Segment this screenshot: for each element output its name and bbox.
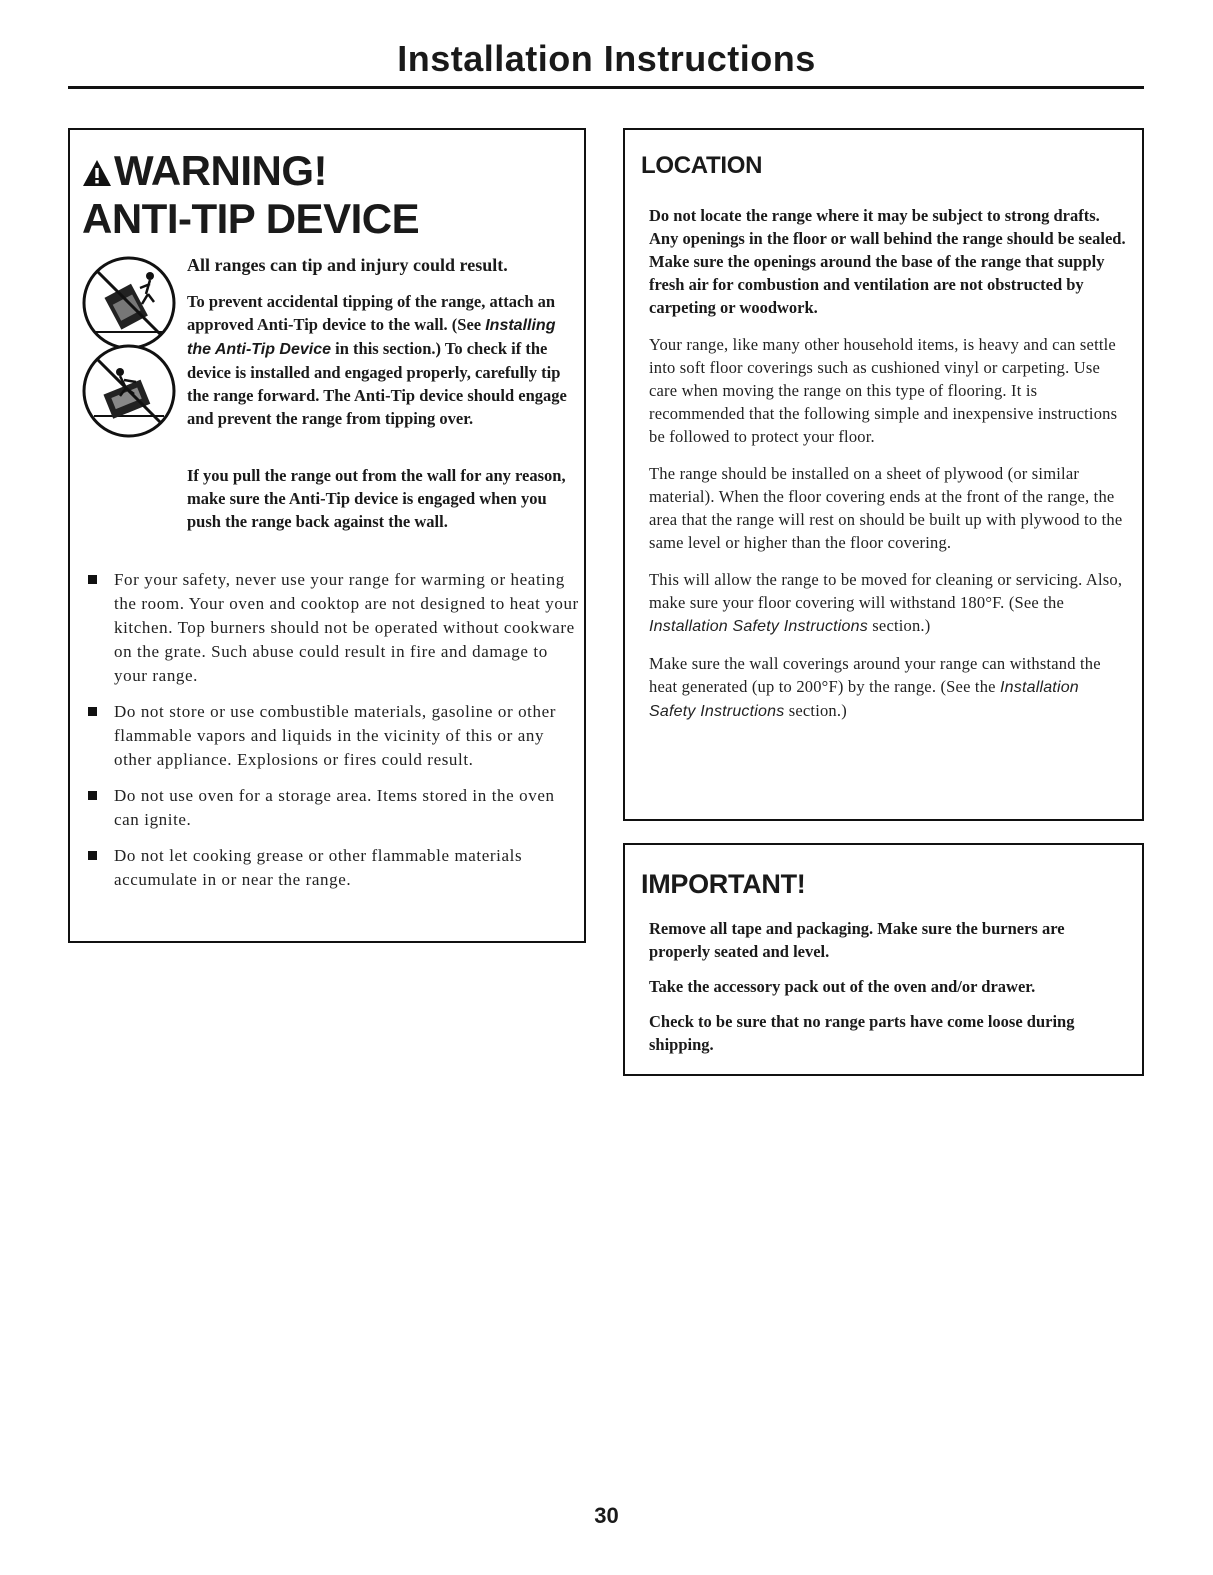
safety-bullet-list	[84, 568, 579, 904]
important-paragraph-1: Remove all tape and packaging. Make sure the burners are properly seated and level.	[649, 919, 1065, 961]
location-box	[623, 128, 1144, 821]
page-title: Installation Instructions	[397, 38, 816, 79]
bullet-square-icon	[88, 707, 97, 716]
safety-section-reference: Installation Safety Instructions	[649, 679, 1079, 720]
important-box	[623, 843, 1144, 1076]
warning-pull-out-note: If you pull the range out from the wall for any reason, make sure the Anti-Tip device is engaged when you push the range back against the wall.	[187, 466, 566, 531]
page-number: 30	[594, 1503, 619, 1528]
location-title: LOCATION	[641, 152, 763, 179]
safety-section-reference: Installation Safety Instructions	[649, 618, 868, 635]
list-item: Do not store or use combustible materials, gasoline or other flammable vapors and liquids in the vicinity of this or any other appliance. Explosions or fires could result.	[84, 700, 579, 772]
anti-tip-section-reference: Installing the Anti-Tip Device	[187, 317, 556, 358]
bullet-square-icon	[88, 575, 97, 584]
bullet-square-icon	[88, 791, 97, 800]
warning-heading-line2: ANTI-TIP DEVICE	[82, 195, 420, 242]
warning-lead: All ranges can tip and injury could result.	[187, 255, 508, 275]
important-paragraph-2: Take the accessory pack out of the oven and/or drawer.	[649, 977, 1036, 996]
warning-triangle-icon	[82, 150, 112, 196]
location-paragraph-1: Your range, like many other household items, is heavy and can settle into soft floor coverings such as cushioned vinyl or carpeting. Use care when moving the range on this type of flooring. It is recommended that the following simple and inexpensive instructions be followed to protect your floor.	[649, 335, 1118, 446]
title-rule	[68, 86, 1144, 89]
warning-heading	[82, 148, 419, 242]
location-paragraph-4: Make sure the wall coverings around your range can withstand the heat generated (up to 200°F) by the range. (See the Installation Safety Instructions section.)	[649, 654, 1101, 720]
warning-box	[68, 128, 586, 943]
bullet-square-icon	[88, 851, 97, 860]
warning-heading-line1: WARNING!	[114, 147, 327, 194]
child-on-oven-door-prohibited-icon	[80, 342, 178, 445]
important-title: IMPORTANT!	[641, 869, 806, 899]
location-intro: Do not locate the range where it may be subject to strong drafts. Any openings in the floor or wall behind the range should be sealed. Make sure the openings around the base of the range that supply fresh air for combustion and ventilation are not obstructed by carpeting or woodwork.	[649, 206, 1126, 317]
location-paragraph-2: The range should be installed on a sheet of plywood (or similar material). When the floor covering ends at the front of the range, the area that the range will rest on should be built up with plywood to the same level or higher than the floor covering.	[649, 464, 1123, 552]
warning-body: To prevent accidental tipping of the range, attach an approved Anti-Tip device to the wall. (See Installing the Anti-Tip Device in this section.) To check if the device is installed and engaged properly, carefully tip the range forward. The Anti-Tip device should engage and prevent the range from tipping over.	[187, 292, 567, 428]
list-item: Do not use oven for a storage area. Items stored in the oven can ignite.	[84, 784, 579, 832]
list-item: Do not let cooking grease or other flammable materials accumulate in or near the range.	[84, 844, 579, 892]
important-paragraph-3: Check to be sure that no range parts have come loose during shipping.	[649, 1012, 1075, 1054]
list-item: For your safety, never use your range for warming or heating the room. Your oven and cooktop are not designed to heat your kitchen. Top burners should not be operated without cookware on the grate. Such abuse could result in fire and damage to your range.	[84, 568, 579, 688]
location-paragraph-3: This will allow the range to be moved for cleaning or servicing. Also, make sure your floor covering will withstand 180°F. (See the Installation Safety Instructions section.)	[649, 570, 1123, 635]
